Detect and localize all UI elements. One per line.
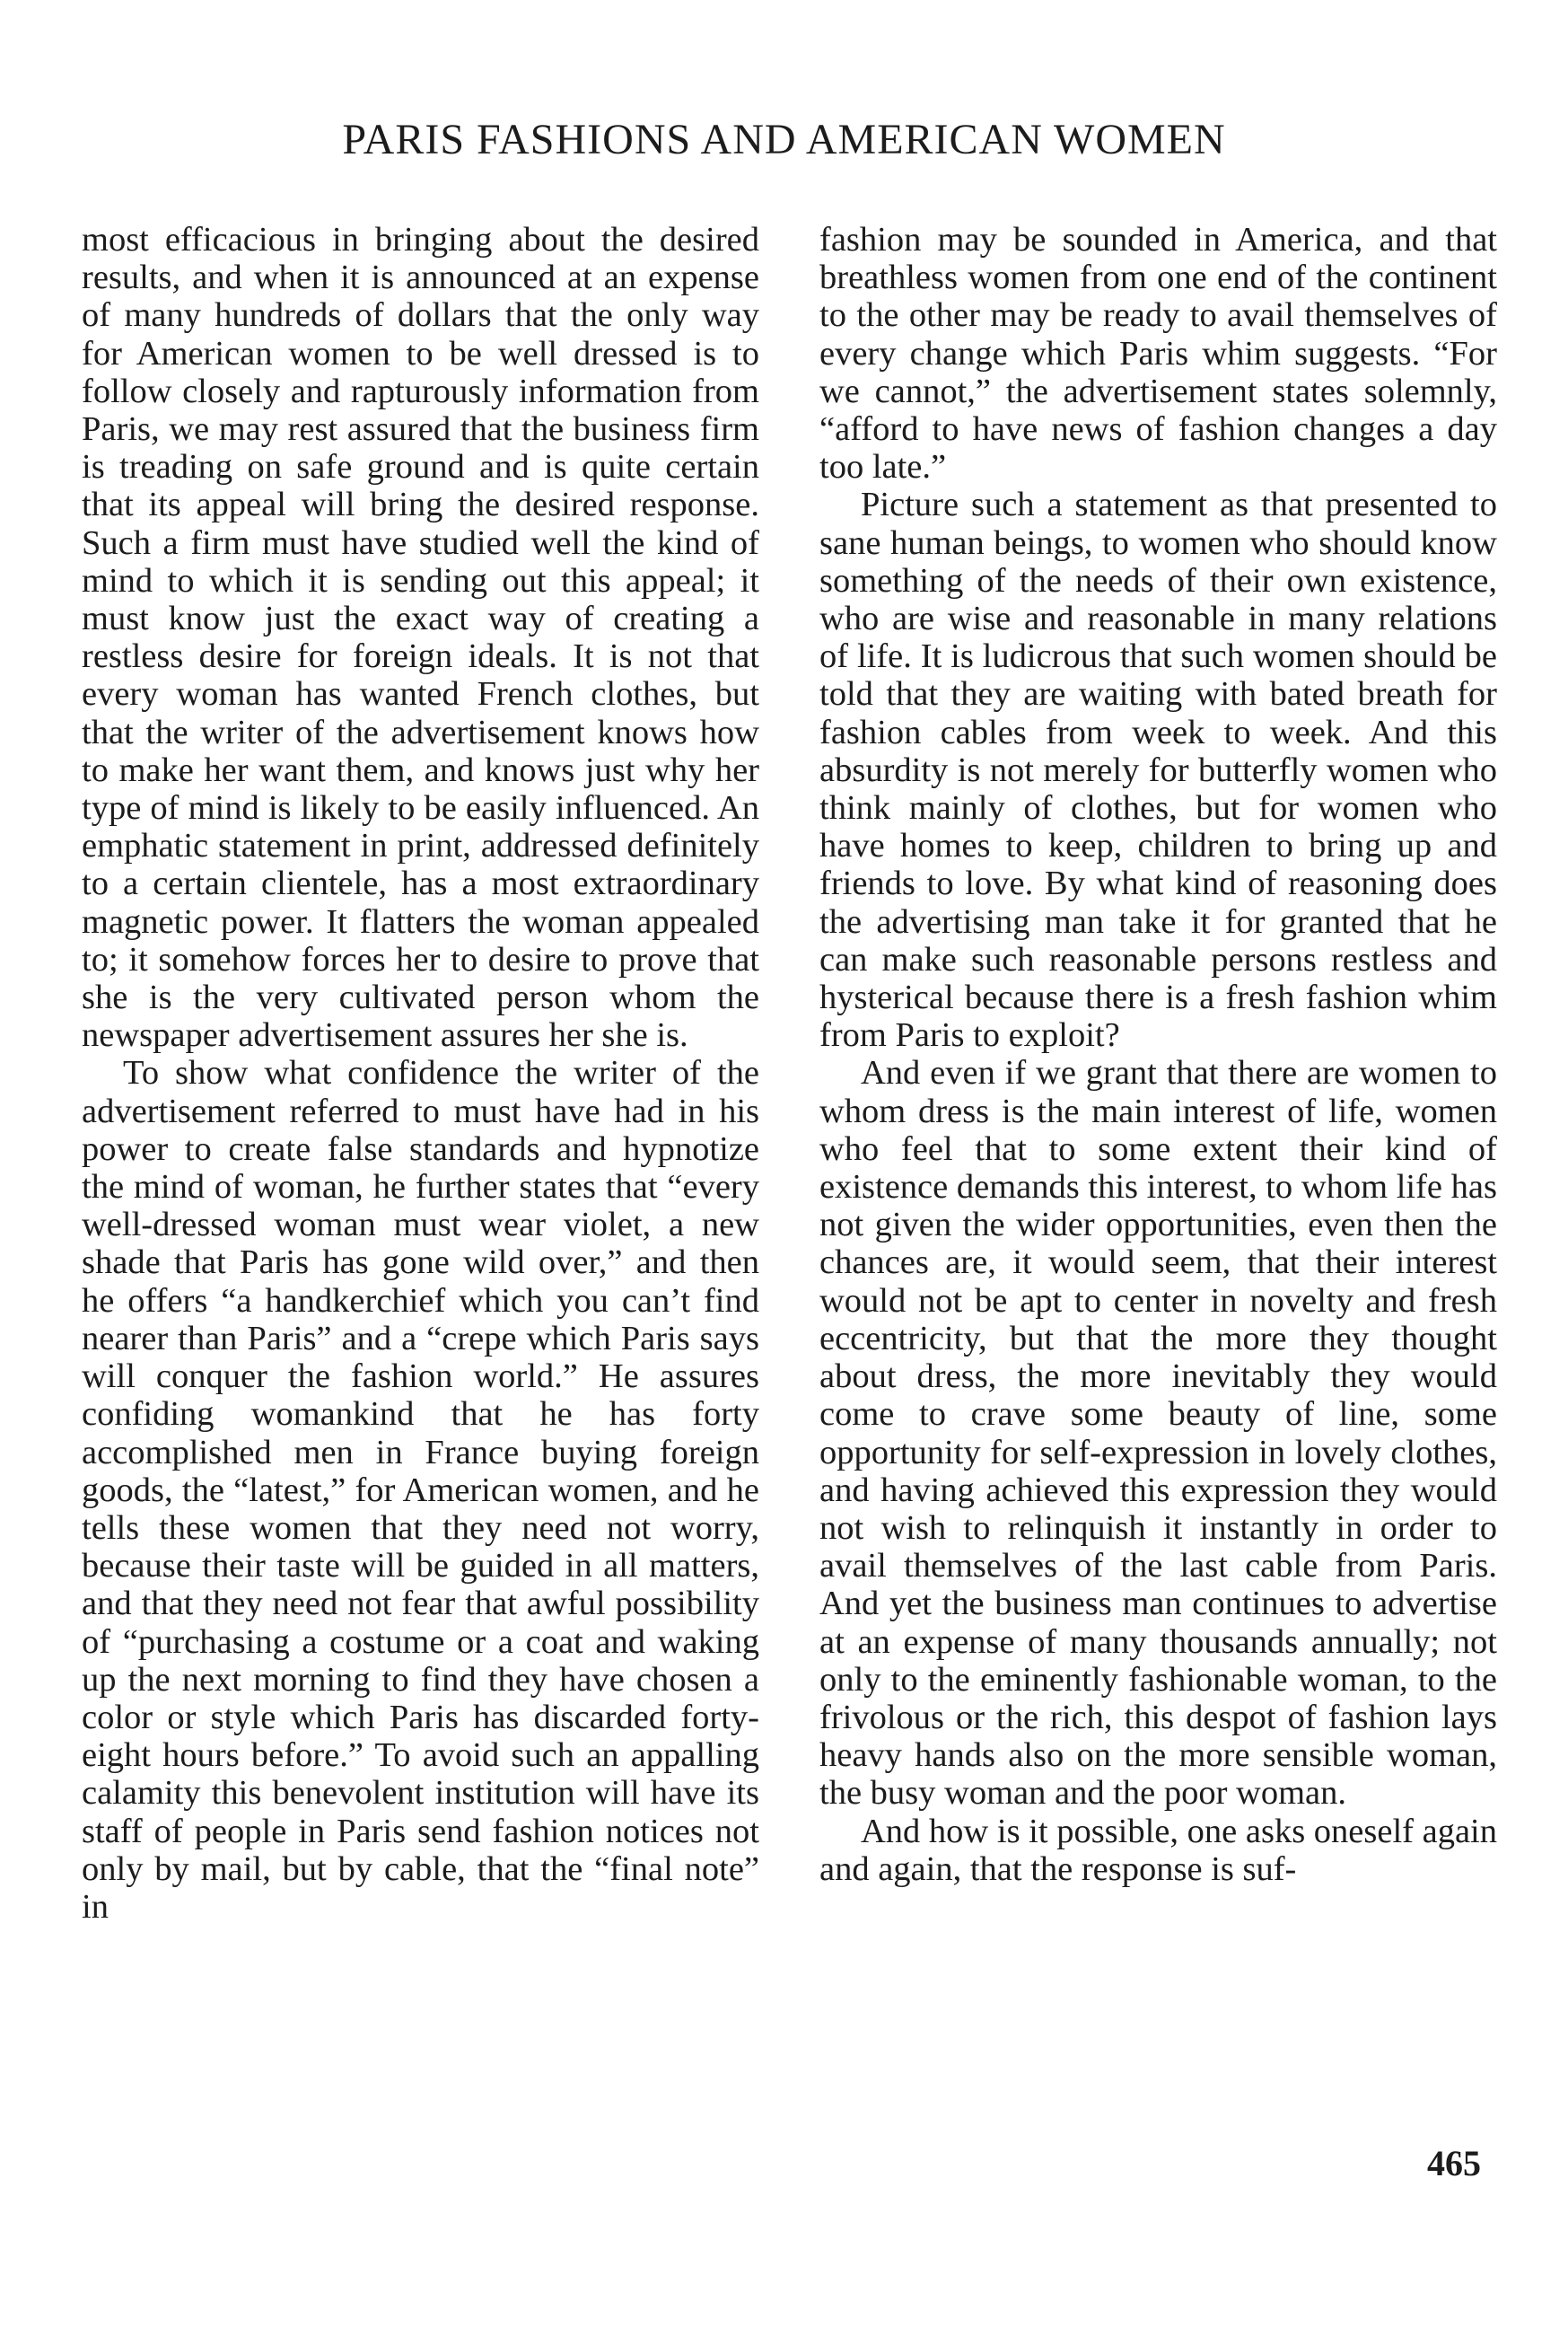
right-column xyxy=(819,221,1497,1888)
running-head: PARIS FASHIONS AND AMERICAN WOMEN xyxy=(342,116,1226,163)
paragraph: And how is it possible, one asks oneself again and again, that the response is suf- xyxy=(819,1812,1497,1888)
paragraph: most efficacious in bringing about the desired results, and when it is announced at an expense of many hundreds of dollars that the only way for American women to be well dressed is to follow closely and rapturously information from Paris, we may rest assured that the business firm is treading on safe ground and is quite certain that its appeal will bring the desired response. Such a firm must have studied well the kind of mind to which it is sending out this appeal; it must know just the exact way of creating a restless desire for foreign ideals. It is not that every woman has wanted French clothes, but that the writer of the advertisement knows how to make her want them, and knows just why her type of mind is likely to be easily influenced. An emphatic statement in print, addressed definitely to a certain clientele, has a most extraordinary magnetic power. It flatters the woman appealed to; it somehow forces her to desire to prove that she is the very cultivated person whom the newspaper advertisement assures her she is. xyxy=(82,221,759,1055)
page-number: 465 xyxy=(1427,2143,1481,2183)
left-column xyxy=(82,221,759,1926)
paragraph: And even if we grant that there are women to whom dress is the main interest of life, women who feel that to some extent their kind of existence demands this interest, to whom life has not given the wider opportunities, even then the chances are, it would seem, that their interest would not be apt to center in novelty and fresh eccentricity, but that the more they thought about dress, the more inevitably they would come to crave some beauty of line, some opportunity for self-expression in lovely clothes, and having achieved this expression they would not wish to relinquish it instantly in order to avail themselves of the last cable from Paris. And yet the business man continues to advertise at an expense of many thousands annually; not only to the eminently fashionable woman, to the frivolous or the rich, this despot of fashion lays heavy hands also on the more sensible woman, the busy woman and the poor woman. xyxy=(819,1054,1497,1813)
paragraph: To show what confidence the writer of the advertisement referred to must have had in his power to create false standards and hypnotize the mind of woman, he further states that “every well-dressed woman must wear violet, a new shade that Paris has gone wild over,” and then he offers “a handkerchief which you can’t find nearer than Paris” and a “crepe which Paris says will conquer the fashion world.” He assures confiding womankind that he has forty accomplished men in France buying foreign goods, the “latest,” for American women, and he tells these women that they need not worry, because their taste will be guided in all matters, and that they need not fear that awful possibility of “purchasing a costume or a coat and waking up the next morning to find they have chosen a color or style which Paris has discarded forty-eight hours before.” To avoid such an appalling calamity this benevolent institution will have its staff of people in Paris send fashion notices not only by mail, but by cable, that the “final note” in xyxy=(82,1054,759,1926)
paragraph: fashion may be sounded in America, and that breathless women from one end of the continent to the other may be ready to avail themselves of every change which Paris whim suggests. “For we cannot,” the advertisement states solemnly, “afford to have news of fashion changes a day too late.” xyxy=(819,221,1497,487)
paragraph: Picture such a statement as that presented to sane human beings, to women who should know something of the needs of their own existence, who are wise and reasonable in many relations of life. It is ludicrous that such women should be told that they are waiting with bated breath for fashion cables from week to week. And this absurdity is not merely for butterfly women who think mainly of clothes, but for women who have homes to keep, children to bring up and friends to love. By what kind of reasoning does the advertising man take it for granted that he can make such reasonable persons restless and hysterical because there is a fresh fashion whim from Paris to exploit? xyxy=(819,486,1497,1055)
